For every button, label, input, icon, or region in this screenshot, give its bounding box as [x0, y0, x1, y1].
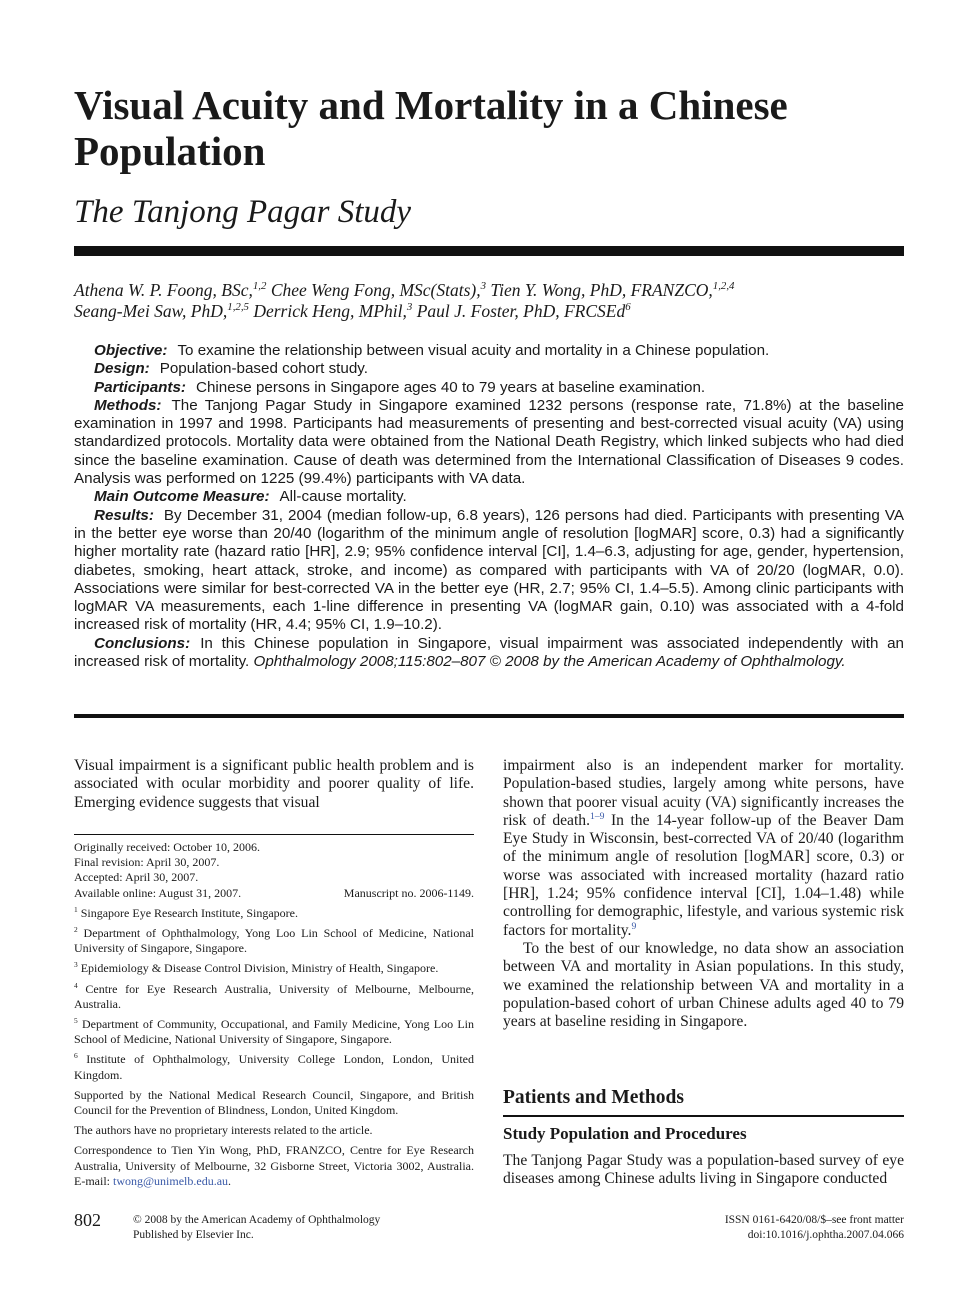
- abstract-methods: [74, 397, 904, 488]
- abstract-results: [74, 507, 904, 635]
- affiliation-number: 4: [74, 980, 78, 990]
- online-date: [74, 886, 474, 901]
- abstract-label: Results:: [94, 506, 154, 524]
- section-paragraph: The Tanjong Pagar Study was a population-based survey of eye diseases among Chinese adults living in Singapore conducted: [503, 1152, 904, 1188]
- author-affiliation: 1,2: [252, 280, 267, 293]
- issn: ISSN 0161-6420/08/$–see front matter: [724, 1214, 904, 1226]
- author-affiliation: 3: [480, 280, 487, 293]
- author-list: [74, 280, 904, 322]
- reference-link[interactable]: 9: [631, 920, 637, 932]
- affiliation-text: Department of Community, Occupational, and Family Medicine, Yong Loo Lin School of Medicine, National University of Singapore, Singapore.: [74, 1017, 474, 1047]
- affiliation: [74, 906, 474, 921]
- funding-note: Supported by the National Medical Research Council, Singapore, and British Council for the Prevention of Blindness, London, United Kingdom.: [74, 1087, 474, 1118]
- author-affiliation: 6: [625, 301, 631, 314]
- affiliation-text: Singapore Eye Research Institute, Singapore.: [77, 905, 298, 920]
- author-name: Athena W. P. Foong, BSc,: [74, 280, 253, 300]
- affiliation-number: 6: [74, 1051, 78, 1061]
- correspondence-note: [74, 1143, 474, 1189]
- abstract-text: The Tanjong Pagar Study in Singapore examined 1232 persons (response rate, 71.8%) at the baseline examination in 1997 and 1998. Participants had measurements of presenting and best-corrected visual acuity (VA) using standardized protocols. Mortality data were obtained from the National Death Registry, which linked subjects who had died since the baseline examination. Cause of death was determined from the International Classification of Diseases 9 codes. Analysis was performed on 1225 (99.4%) participants with VA data.: [74, 396, 904, 488]
- affiliation: [74, 982, 474, 1012]
- abstract-conclusions: [74, 635, 904, 672]
- page-number: 802: [74, 1210, 101, 1230]
- affiliation: [74, 926, 474, 956]
- copyright: © 2008 by the American Academy of Ophthalmology: [133, 1214, 381, 1226]
- section-heading: Patients and Methods: [503, 1087, 684, 1108]
- author-name: Chee Weng Fong, MSc(Stats),: [266, 280, 481, 300]
- article-notes: [74, 840, 474, 1194]
- body-paragraph: [503, 757, 904, 940]
- author-name: Seang-Mei Saw, PhD,: [74, 301, 228, 321]
- left-column: [74, 757, 474, 812]
- affiliation-text: Epidemiology & Disease Control Division, Ministry of Health, Singapore.: [77, 961, 439, 976]
- abstract-participants: [74, 379, 904, 397]
- article-subtitle: The Tanjong Pagar Study: [74, 194, 412, 230]
- author-affiliation: 1,2,4: [712, 280, 735, 293]
- affiliation-text: Department of Ophthalmology, Yong Loo Lin School of Medicine, National University of Singapore, Singapore.: [74, 926, 474, 956]
- abstract-label: Main Outcome Measure:: [94, 488, 270, 506]
- abstract-text: Population-based cohort study.: [159, 360, 368, 378]
- abstract-outcome: [74, 488, 904, 506]
- body-text: impairment also is an independent marker for mortality. Population-based studies, largely among white persons, have shown that poorer visual acuity (VA) significantly increases the risk of death.: [503, 757, 904, 829]
- abstract-text: To examine the relationship between visual acuity and mortality in a Chinese population.: [177, 342, 770, 359]
- author-affiliation: 3: [406, 301, 413, 314]
- accepted-date: Accepted: April 30, 2007.: [74, 870, 199, 885]
- author-affiliation: 1,2,5: [227, 301, 249, 314]
- email-link[interactable]: twong@unimelb.edu.au: [113, 1173, 229, 1188]
- affiliation: [74, 961, 474, 976]
- affiliation-text: Centre for Eye Research Australia, University of Melbourne, Melbourne, Australia.: [74, 981, 474, 1011]
- body-paragraph: Visual impairment is a significant public health problem and is associated with ocular morbidity and poorer quality of life. Emerging evidence suggests that visual: [74, 757, 474, 811]
- abstract: [74, 342, 904, 671]
- publisher: Published by Elsevier Inc.: [133, 1229, 254, 1241]
- abstract-citation: Ophthalmology 2008;115:802–807 © 2008 by the American Academy of Ophthalmology.: [253, 653, 846, 671]
- doi: doi:10.1016/j.ophtha.2007.04.066: [747, 1229, 904, 1241]
- abstract-text: All-cause mortality.: [279, 488, 407, 506]
- body-paragraph: To the best of our knowledge, no data show an association between VA and mortality in Asian populations. In this study, we examined the relationship between VA and mortality in a population-based cohort of urban Chinese adults aged 40 to 79 years at baseline residing in Singapore.: [503, 939, 904, 1031]
- article-title: Visual Acuity and Mortality in a Chinese Population: [74, 82, 788, 174]
- right-column: [503, 757, 904, 1031]
- notes-rule: [74, 834, 474, 835]
- author-name: Paul J. Foster, PhD, FRCSEd: [412, 301, 626, 321]
- abstract-label: Participants:: [94, 378, 186, 396]
- affiliation-number: 2: [74, 925, 78, 935]
- abstract-text: By December 31, 2004 (median follow-up, 6.8 years), 126 persons had died. Participants with presenting VA in the better eye worse than 20/40 (logarithm of the minimum angle of resolution [logMAR] score, 0.3) had a significantly higher mortality rate (hazard ratio [HR], 2.9; 95% confidence interval [CI], 1.4–6.3, adjusting for age, gender, hypertension, diabetes, smoking, heart attack, stroke, and income) as compared with participants with VA of 20/20 (logMAR, 0.0). Associations were similar for best-corrected VA in the better eye (HR, 2.7; 95% CI, 1.4–5.5). Among clinic participants with logMAR VA measurements, each 1-line difference in presenting VA (logMAR gain, 0.10) was associated with a 4-fold increased risk of mortality (HR, 4.4; 95% CI, 1.9–10.2).: [74, 506, 904, 634]
- reference-link[interactable]: 1–9: [590, 810, 605, 822]
- abstract-design: [74, 360, 904, 378]
- title-rule: [74, 246, 904, 256]
- affiliation: [74, 1017, 474, 1047]
- section-rule: [503, 1115, 904, 1117]
- affiliation-number: 3: [74, 960, 78, 970]
- interest-note: The authors have no proprietary interests related to the article.: [74, 1123, 373, 1138]
- author-name: Tien Y. Wong, PhD, FRANZCO,: [486, 280, 713, 300]
- abstract-label: Methods:: [94, 396, 162, 414]
- abstract-text: Chinese persons in Singapore ages 40 to 79 years at baseline examination.: [196, 378, 706, 396]
- affiliation-number: 1: [74, 904, 78, 914]
- affiliation-number: 5: [74, 1016, 78, 1026]
- abstract-text: In this Chinese population in Singapore, visual impairment was associated independently with an increased risk of mortality.: [74, 634, 904, 671]
- received-date: Originally received: October 10, 2006.: [74, 840, 260, 854]
- abstract-rule: [74, 714, 904, 718]
- footer-identifiers: [725, 1213, 904, 1243]
- correspondence-text: Correspondence to Tien Yin Wong, PhD, FRANZCO, Centre for Eye Research Australia, University of Melbourne, 32 Gisborne Street, Victoria 3002, Australia. E-mail:: [74, 1143, 474, 1188]
- online-date-text: Available online: August 31, 2007.: [74, 885, 242, 900]
- correspondence-end: .: [228, 1173, 232, 1188]
- manuscript-number: Manuscript no. 2006-1149.: [343, 885, 474, 900]
- abstract-label: Design:: [94, 360, 150, 378]
- subsection-heading: Study Population and Procedures: [503, 1124, 747, 1143]
- abstract-label: Objective:: [94, 342, 168, 359]
- affiliation-text: Institute of Ophthalmology, University College London, London, United Kingdom.: [74, 1052, 474, 1082]
- footer-publisher: [133, 1213, 380, 1243]
- body-text: In the 14-year follow-up of the Beaver Dam Eye Study in Wisconsin, best-corrected VA of 20/40 (logarithm of the minimum angle of resolution [logMAR] score, 0.3) or worse was associated with increased mortality (hazard ratio [HR], 1.24; 95% confidence interval [CI], 1.04–1.48) while controlling for demographic, lifestyle, and various systemic risk factors for mortality.: [503, 811, 904, 939]
- article-dates: [74, 840, 474, 901]
- affiliation: [74, 1052, 474, 1082]
- revision-date: Final revision: April 30, 2007.: [74, 855, 220, 870]
- abstract-objective: [74, 342, 904, 360]
- abstract-label: Conclusions:: [94, 634, 191, 652]
- author-name: Derrick Heng, MPhil,: [248, 301, 407, 321]
